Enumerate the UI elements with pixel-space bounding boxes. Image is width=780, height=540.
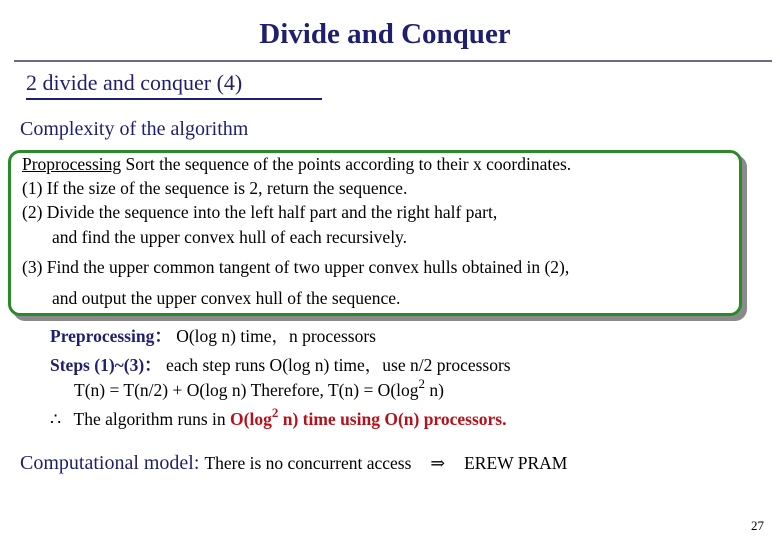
conclusion-bound-a: O(log [230,409,272,429]
section-heading: Complexity of the algorithm [20,118,249,140]
recurrence-text: T(n) = T(n/2) + O(log n) Therefore, T(n) = O(log [74,380,419,400]
slide-title: Divide and Conquer [259,18,511,50]
analysis-pre-label: Preprocessing： [50,326,172,346]
analysis-steps-text: each step runs O(log n) time，use n/2 processors [166,355,511,375]
page-number: 27 [751,518,764,533]
preprocessing-text: Sort the sequence of the points according to their x coordinates. [125,154,572,174]
conclusion-line [50,405,507,430]
step-2-line-1: (2) Divide the sequence into the left half part and the right half part, [22,202,498,222]
recurrence-exponent: 2 [418,376,426,391]
analysis-steps [50,352,511,377]
recurrence-line [74,376,444,401]
step-1: (1) If the size of the sequence is 2, return the sequence. [22,178,408,198]
subtitle-underline [26,98,322,100]
preprocessing-label: Proprocessing [22,154,122,174]
conclusion-exponent: 2 [271,405,279,420]
model-text: There is no concurrent access [204,453,412,473]
conclusion-text: The algorithm runs in [73,409,231,429]
step-preprocessing [22,154,571,175]
computational-model [20,452,567,475]
model-result: EREW PRAM [464,453,568,473]
implies-arrow: ⇒ [430,453,446,473]
recurrence-tail: n) [425,380,444,400]
step-3-line-1: (3) Find the upper common tangent of two upper convex hulls obtained in (2), [22,257,570,277]
title-divider [14,60,772,62]
analysis-pre-text: O(log n) time，n processors [176,326,376,346]
analysis-steps-label: Steps (1)~(3)： [50,355,162,375]
model-label: Computational model: [20,452,200,474]
step-2-line-2: and find the upper convex hull of each recursively. [52,227,408,247]
slide-subtitle: 2 divide and conquer (4) [26,70,243,95]
therefore-symbol: ∴ [50,409,62,429]
conclusion-bound-b: n) time using O(n) processors. [278,409,507,429]
analysis-preprocessing [50,323,376,348]
step-3-line-2: and output the upper convex hull of the sequence. [52,288,401,308]
